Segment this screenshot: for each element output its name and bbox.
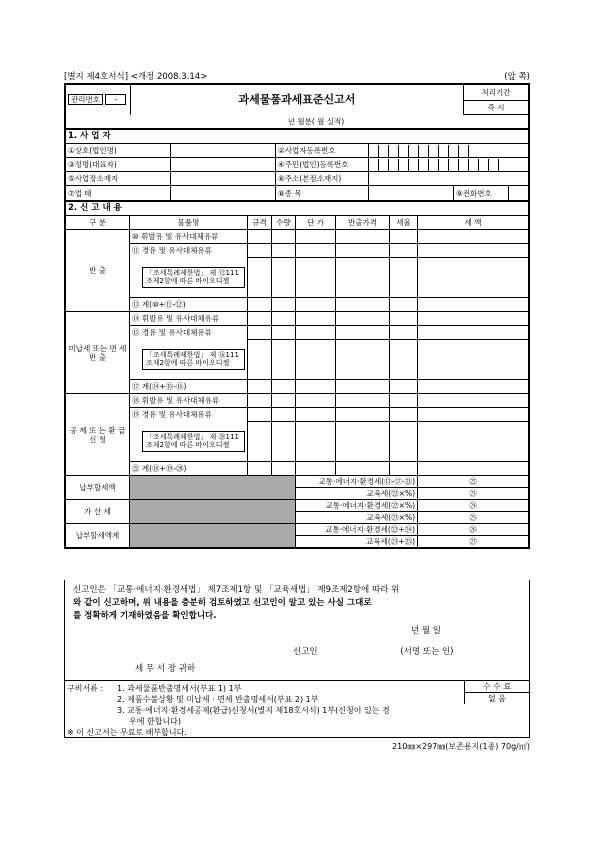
form-title: 과세물품과세표준신고서 (131, 85, 464, 115)
signer-label: 신고인 (293, 647, 318, 657)
mgmt-no-cell (66, 85, 131, 115)
num-27[interactable]: ㉗ (418, 536, 529, 548)
business-section (65, 129, 529, 201)
rep-name-label: ③성명(대표자) (66, 158, 171, 172)
row-21: ㉑ 계(⑱+⑲-⑳) (130, 462, 248, 476)
declaration (64, 580, 530, 680)
attach-3: 3. 교통·에너지·환경세공제(환급)신청서(별지 제18호서식) 1부(신청이 있는 경 (117, 706, 390, 715)
section-1-title: 1. 사 업 자 (66, 130, 529, 144)
col-category: 구 분 (66, 216, 130, 230)
attachments (64, 680, 530, 738)
num-23[interactable]: ㉓ (418, 488, 529, 500)
biz-addr-field[interactable] (171, 172, 276, 186)
row-14: ⑭ 휘발유 및 유사대체유류 (130, 312, 248, 326)
attach-3b: 우에 한합니다) (129, 717, 182, 726)
section-2-title: 2. 신 고 내 용 (66, 202, 529, 216)
biz-reg-field[interactable] (369, 144, 529, 158)
trade-name-label: ①상호(법인명) (66, 144, 171, 158)
hq-addr-field[interactable] (369, 172, 529, 186)
tax-return-form (64, 83, 530, 549)
trade-name-field[interactable] (171, 144, 276, 158)
decl-line-2: 와 같이 신고하며, 위 내용을 충분히 검토하였고 신고인이 알고 있는 사실 그대로 (73, 598, 372, 608)
num-24[interactable]: ㉔ (418, 500, 529, 512)
group-shipment: 반 출 (66, 230, 130, 312)
biz-type-label: ⑦업 태 (66, 186, 171, 201)
proc-period-value: 즉 시 (464, 101, 529, 115)
row-19: ⑲ 경유 및 유사대체유류 (130, 408, 248, 422)
biz-type-field[interactable] (171, 186, 276, 201)
row-13: ⑬ 계(⑩+⑪-⑫) (130, 298, 248, 312)
report-section (65, 201, 529, 548)
calc-3: 교통·에너지·환경세(㉒×%) (296, 500, 418, 512)
resident-no-label: ④주민(법인)등록번호 (276, 158, 369, 172)
title-block (65, 84, 529, 129)
col-rate: 세율 (390, 216, 418, 230)
payable-tax-label: 납부할세액 (66, 476, 130, 500)
row-20: 「조세특례제한법」 제 ⑳111조제2항에 따른 바이오디젤 (142, 431, 245, 452)
form-header (64, 70, 530, 82)
proc-period-label: 처리기간 (464, 85, 529, 101)
free-note: ※ 이 신고서는 무료로 배부합니다. (67, 728, 187, 737)
num-26[interactable]: ㉖ (418, 524, 529, 536)
mgmt-label: 관리번호 (68, 94, 103, 105)
group-deduction: 공 제 또 는 환 급 신 청 (66, 394, 130, 476)
resident-no-field[interactable] (369, 158, 529, 172)
col-price: 반출가격 (336, 216, 390, 230)
col-spec: 규격 (248, 216, 272, 230)
attach-2: 2. 제품수불상황 및 미납세 · 면세 반출명세서(부표 2) 1부 (117, 695, 319, 704)
row-18: ⑱ 휘발유 및 유사대체유류 (130, 394, 248, 408)
num-22[interactable]: ㉒ (418, 476, 529, 488)
mgmt-value[interactable]: - (105, 94, 126, 105)
calc-5: 교통·에너지·환경세(㉒+㉔) (296, 524, 418, 536)
attach-1: 1. 과세물품반출명세서(부표 1) 1부 (117, 684, 242, 693)
page-side: (앞 쪽) (504, 72, 530, 82)
row-17: ⑰ 계(⑭+⑮-⑯) (130, 380, 248, 394)
fee-label: 수 수 료 (465, 681, 529, 693)
row-16: 「조세특례제한법」 제 ⑯111조제2항에 따른 바이오디젤 (142, 349, 245, 370)
biz-item-label: ⑧종 목 (276, 186, 369, 201)
fee-value: 없 음 (488, 694, 506, 703)
calc-4: 교육세(㉓×%) (296, 512, 418, 524)
signature-field[interactable]: (서명 또는 인) (400, 647, 454, 657)
decl-line-1: 신고인은 「교통·에너지·환경세법」 제7조제1항 및 「교육세법」 제9조제2항에 따라 위 (73, 585, 400, 595)
form-number: [별지 제4호서식] <개정 2008.3.14> (64, 72, 208, 82)
biz-item-field[interactable] (369, 186, 454, 200)
phone-field[interactable] (509, 186, 529, 200)
report-period[interactable]: 년 월분( 월 실적) (66, 115, 529, 129)
num-25[interactable]: ㉕ (418, 512, 529, 524)
biz-reg-label: ②사업자등록번호 (276, 144, 369, 158)
col-unit-price: 단 가 (296, 216, 336, 230)
addressee: 세 무 서 장 귀하 (135, 664, 196, 674)
decl-line-3: 를 정확하게 기재하였음을 확인합니다. (73, 611, 217, 621)
col-item: 물품명 (130, 216, 248, 230)
paper-spec: 210㎜×297㎜(보존용지(1종) 70g/㎡) (392, 742, 530, 751)
row-10: ⑩ 휘발유 및 유사대체유류 (130, 230, 248, 244)
row-11: ⑪ 경유 및 유사대체유류 (130, 244, 248, 258)
row-15: ⑮ 경유 및 유사대체유류 (130, 326, 248, 340)
hq-addr-label: ⑥주소(본점소재지) (276, 172, 369, 186)
penalty-tax-label: 가 산 세 (66, 500, 130, 524)
calc-1: 교통·에너지·환경세(⑬-⑰-㉑) (296, 476, 418, 488)
calc-6: 교육세(㉓+㉕) (296, 536, 418, 548)
decl-date[interactable]: 년 월 일 (410, 626, 441, 636)
calc-2: 교육세(㉒×%) (296, 488, 418, 500)
biz-addr-label: ⑤사업장소재지 (66, 172, 171, 186)
attach-label: 구비서류 : (67, 684, 104, 693)
rep-name-field[interactable] (171, 158, 276, 172)
group-exempt-shipment: 미납세 또는 면 세 반 출 (66, 312, 130, 394)
total-payable-label: 납부할세액계 (66, 524, 130, 548)
col-qty: 수량 (272, 216, 296, 230)
col-tax: 세 액 (418, 216, 529, 230)
phone-label: ⑨전화번호 (454, 186, 509, 200)
row-12: 「조세특례제한법」 제 ⑫111조제2항에 따른 바이오디젤 (142, 267, 245, 288)
